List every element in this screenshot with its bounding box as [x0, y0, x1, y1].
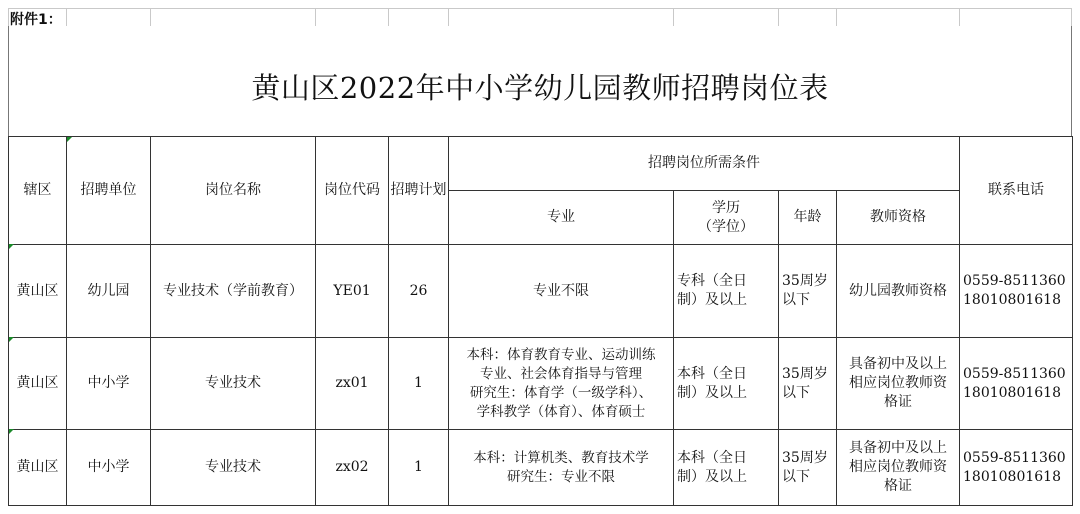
grid-strip-cell: [150, 8, 315, 26]
age-line: 35周岁: [782, 449, 828, 466]
major-line: 专业不限: [533, 282, 589, 299]
qualification-line: 幼儿园教师资格: [849, 282, 947, 299]
age-line: 35周岁: [782, 273, 828, 289]
education-line: 制）及以上: [677, 384, 747, 401]
cell-major: [449, 338, 674, 430]
age-line: 35周岁: [782, 365, 828, 382]
header-education-line1: 学历: [712, 199, 740, 216]
grid-strip-cell: [673, 8, 778, 26]
education-line: 制）及以上: [677, 292, 747, 308]
qualification-line: 具备初中及以上: [849, 356, 947, 372]
cell-position-code: zx01: [316, 338, 389, 430]
major-line: 研究生：专业不限: [507, 468, 615, 485]
cell-phone: [960, 430, 1073, 506]
header-education-line2: （学位）: [698, 218, 754, 235]
grid-strip-cell: [315, 8, 388, 26]
cell-position-name: 专业技术: [151, 430, 316, 506]
grid-strip-cell: [836, 8, 959, 26]
cell-qualification: [837, 338, 960, 430]
cell-unit: 中小学: [67, 430, 151, 506]
header-conditions: 招聘岗位所需条件: [449, 137, 960, 191]
major-line: 本科：计算机类、教育技术学: [473, 449, 649, 466]
phone-line: 0559-8511360: [963, 449, 1066, 466]
major-line: 研究生：体育学（一级学科）、: [469, 384, 653, 401]
header-age: 年龄: [779, 191, 837, 245]
education-line: 专科（全日: [677, 273, 747, 289]
phone-line: 0559-8511360: [963, 365, 1066, 382]
header-plan: 招聘计划: [389, 137, 449, 245]
cell-district: 黄山区: [9, 430, 67, 506]
header-district: 辖区: [9, 137, 67, 245]
age-line: 以下: [782, 384, 810, 401]
cell-education: [674, 245, 779, 338]
cell-major: [449, 245, 674, 338]
header-major: 专业: [449, 191, 674, 245]
cell-age: [779, 338, 837, 430]
cell-unit: 幼儿园: [67, 245, 151, 338]
major-line: 学科教学（体育）、体育硕士: [476, 403, 646, 420]
recruitment-table: [8, 136, 1073, 506]
header-unit: 招聘单位: [67, 137, 151, 245]
cell-district: 黄山区: [9, 245, 67, 338]
education-line: 制）及以上: [677, 468, 747, 485]
cell-qualification: [837, 430, 960, 506]
cell-position-name: 专业技术: [151, 338, 316, 430]
cell-education: [674, 430, 779, 506]
table-row: [9, 245, 1073, 338]
education-line: 本科（全日: [677, 365, 747, 382]
header-phone: 联系电话: [960, 137, 1073, 245]
header-education: [674, 191, 779, 245]
major-line: 本科：体育教育专业、运动训练: [466, 346, 656, 363]
cell-position-code: zx02: [316, 430, 389, 506]
cell-marker-icon: [9, 337, 14, 342]
grid-strip-cell: [448, 8, 673, 26]
cell-plan: 26: [389, 245, 449, 338]
phone-line: 18010801618: [963, 384, 1061, 401]
table-row: [9, 338, 1073, 430]
grid-strip-cell: [778, 8, 836, 26]
phone-line: 18010801618: [963, 292, 1061, 308]
grid-strip-cell: [388, 8, 448, 26]
cell-marker-icon: [9, 244, 14, 249]
phone-line: 18010801618: [963, 468, 1061, 485]
cell-major: [449, 430, 674, 506]
education-line: 本科（全日: [677, 449, 747, 466]
cell-phone: [960, 245, 1073, 338]
qualification-line: 相应岗位教师资: [849, 375, 947, 391]
cell-district: 黄山区: [9, 338, 67, 430]
header-position-name: 岗位名称: [151, 137, 316, 245]
header-position-code: 岗位代码: [316, 137, 389, 245]
major-line: 专业、社会体育指导与管理: [480, 365, 642, 382]
table-row: [9, 430, 1073, 506]
grid-strip-cell: [66, 8, 150, 26]
cell-age: [779, 430, 837, 506]
cell-plan: 1: [389, 338, 449, 430]
qualification-line: 具备初中及以上: [849, 440, 947, 456]
cell-education: [674, 338, 779, 430]
age-line: 以下: [782, 468, 810, 485]
phone-line: 0559-8511360: [963, 273, 1066, 289]
cell-qualification: [837, 245, 960, 338]
age-line: 以下: [782, 292, 810, 308]
grid-strip-cell: [959, 8, 1072, 26]
attachment-label: 附件1：: [10, 12, 62, 28]
cell-plan: 1: [389, 430, 449, 506]
page-title: 黄山区2022年中小学幼儿园教师招聘岗位表: [251, 71, 829, 105]
cell-position-code: YE01: [316, 245, 389, 338]
header-qualification: 教师资格: [837, 191, 960, 245]
cell-age: [779, 245, 837, 338]
qualification-line: 格证: [884, 394, 912, 410]
qualification-line: 相应岗位教师资: [849, 459, 947, 475]
qualification-line: 格证: [884, 478, 912, 494]
cell-phone: [960, 338, 1073, 430]
cell-marker-icon: [9, 429, 14, 434]
cell-marker-icon: [67, 137, 72, 142]
cell-position-name: 专业技术（学前教育）: [151, 245, 316, 338]
cell-unit: 中小学: [67, 338, 151, 430]
